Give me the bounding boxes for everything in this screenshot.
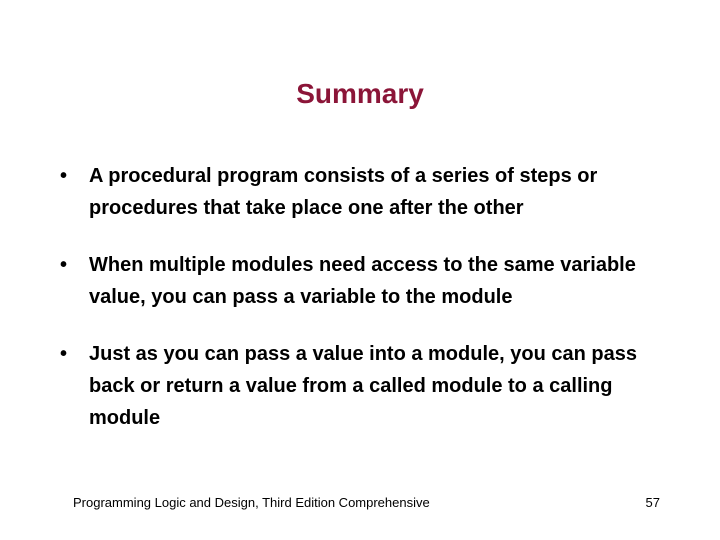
bullet-text: When multiple modules need access to the same variable value, you can pass a variable to the module bbox=[89, 254, 636, 308]
bullet-text: A procedural program consists of a series of steps or procedures that take place one after the other bbox=[89, 165, 598, 219]
bullet-icon: • bbox=[60, 254, 68, 276]
page-number: 57 bbox=[645, 495, 660, 510]
bullet-icon: • bbox=[60, 343, 68, 365]
footer-text: Programming Logic and Design, Third Edition Comprehensive bbox=[73, 495, 430, 510]
bullet-item bbox=[60, 160, 660, 224]
bullet-list bbox=[60, 160, 660, 459]
bullet-item bbox=[60, 249, 660, 313]
bullet-text: Just as you can pass a value into a module, you can pass back or return a value from a called module to a calling module bbox=[89, 343, 637, 429]
bullet-item bbox=[60, 338, 660, 434]
bullet-icon: • bbox=[60, 165, 68, 187]
slide-title: Summary bbox=[296, 78, 424, 109]
